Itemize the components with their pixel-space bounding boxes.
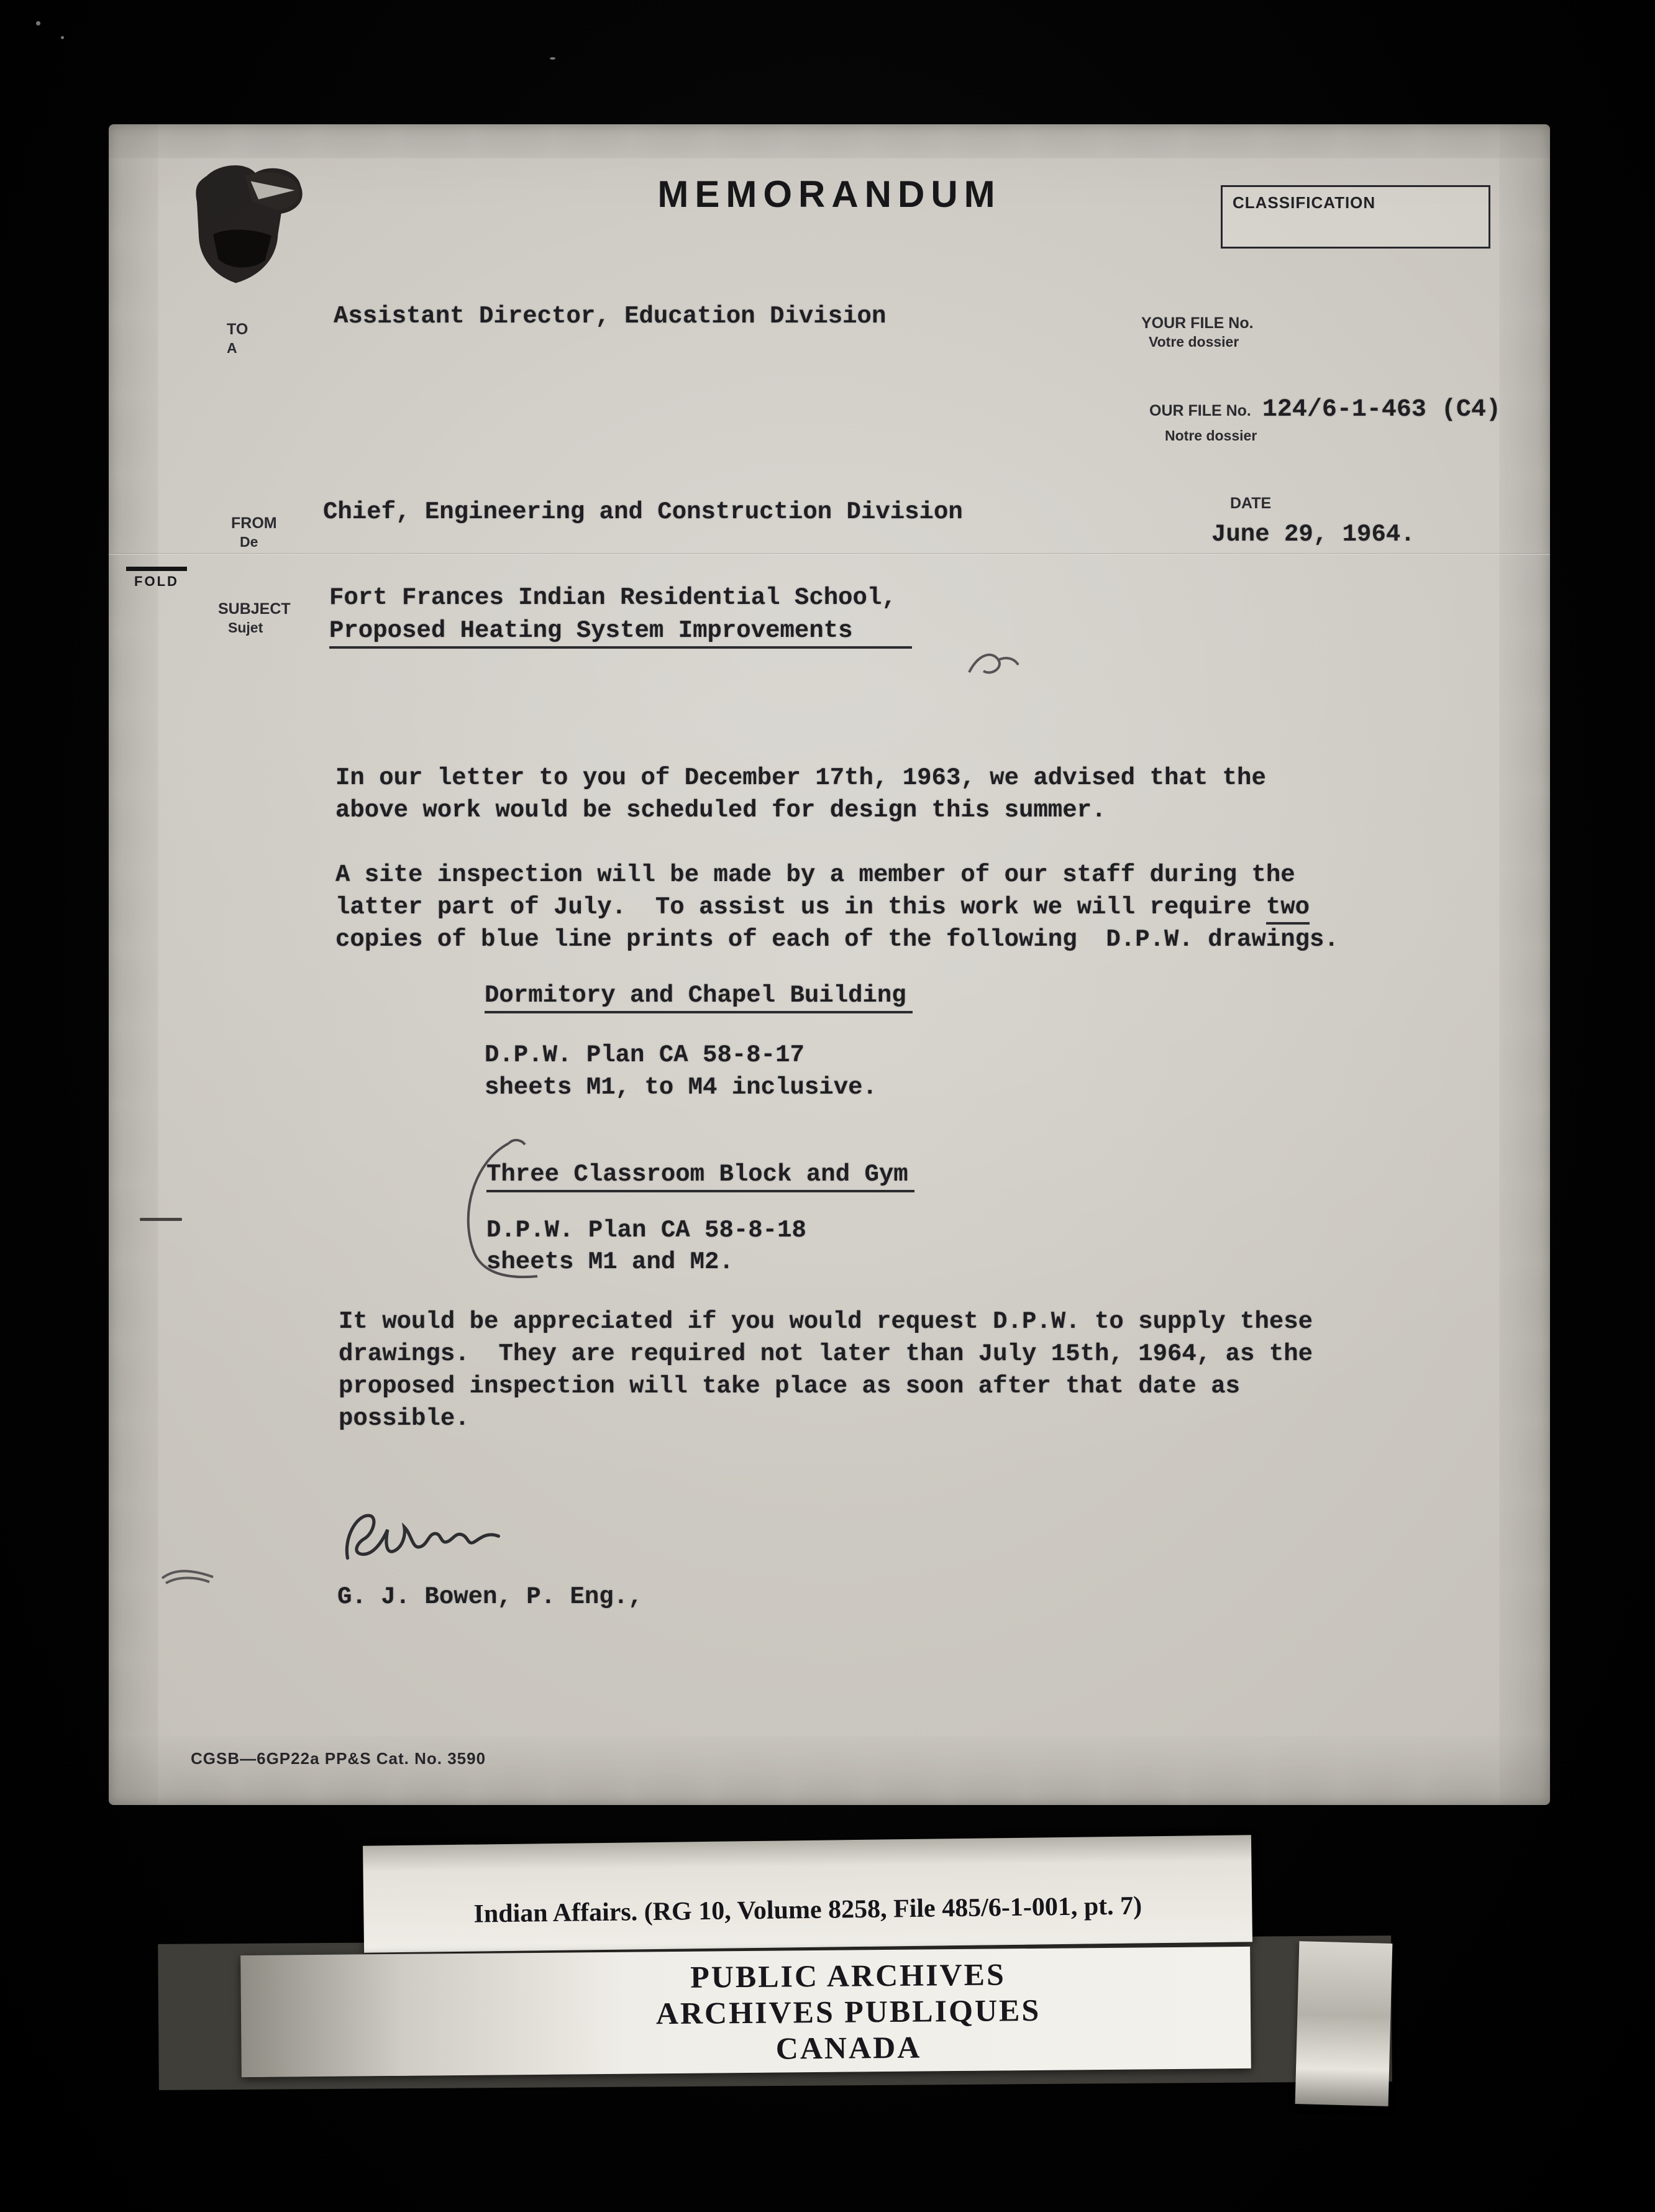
subject-line-1: Fort Frances Indian Residential School, — [329, 584, 896, 611]
margin-mark — [140, 1218, 182, 1221]
body-line: In our letter to you of December 17th, 1963, we advised that the — [335, 764, 1266, 792]
date-value: June 29, 1964. — [1211, 521, 1415, 548]
our-file-label-fr: Notre dossier — [1165, 427, 1257, 444]
pen-dash-mark — [160, 1565, 222, 1589]
body-line: possible. — [339, 1405, 470, 1432]
form-catalog-number: CGSB—6GP22a PP&S Cat. No. 3590 — [191, 1749, 486, 1768]
section-heading-1: Dormitory and Chapel Building — [485, 982, 913, 1009]
fold-crease-line — [109, 553, 1550, 555]
public-archives-stamp — [240, 1947, 1251, 2077]
signature-handwriting — [340, 1488, 508, 1575]
to-value: Assistant Director, Education Division — [334, 303, 887, 330]
body-line: latter part of July. To assist us in this work we will require two — [335, 893, 1310, 921]
tape-fragment — [1295, 1941, 1393, 2106]
body-line: A site inspection will be made by a member of our staff during the — [335, 861, 1295, 889]
section-heading-2: Three Classroom Block and Gym — [486, 1161, 914, 1188]
memo-paper — [109, 124, 1550, 1805]
section-2-line: sheets M1 and M2. — [486, 1248, 734, 1276]
date-label: DATE — [1230, 495, 1272, 512]
body-line: drawings. They are required not later than July 15th, 1964, as the — [339, 1340, 1313, 1368]
to-label: TO A — [227, 321, 248, 356]
pen-scribble — [966, 647, 1022, 682]
archive-reference-strip — [363, 1835, 1252, 1952]
stamp-line-3: CANADA — [775, 2029, 922, 2066]
film-speck — [550, 57, 555, 60]
body-line: above work would be scheduled for design this summer. — [335, 797, 1106, 824]
classification-label: CLASSIFICATION — [1233, 193, 1376, 212]
section-1-line: sheets M1, to M4 inclusive. — [485, 1074, 877, 1101]
body-line: It would be appreciated if you would request D.P.W. to supply these — [339, 1308, 1313, 1335]
signatory-name: G. J. Bowen, P. Eng., — [337, 1583, 643, 1611]
body-line: proposed inspection will take place as soon after that date as — [339, 1373, 1241, 1400]
your-file-label: YOUR FILE No. Votre dossier — [1141, 314, 1254, 350]
body-line: copies of blue line prints of each of the following D.P.W. drawings. — [335, 926, 1339, 953]
from-value: Chief, Engineering and Construction Division — [323, 498, 963, 526]
section-2-line: D.P.W. Plan CA 58-8-18 — [486, 1217, 806, 1244]
stamp-line-1: PUBLIC ARCHIVES — [690, 1957, 1006, 1995]
film-speck — [61, 36, 64, 39]
our-file-label: OUR FILE No. — [1149, 402, 1251, 419]
subject-label: SUBJECT Sujet — [218, 600, 291, 636]
film-speck — [36, 21, 40, 25]
section-1-line: D.P.W. Plan CA 58-8-17 — [485, 1041, 805, 1069]
from-label: FROM De — [231, 514, 277, 550]
emphasized-word: two — [1266, 893, 1310, 925]
subject-line-2: Proposed Heating System Improvements — [329, 617, 912, 644]
memo-title: MEMORANDUM — [657, 173, 1001, 215]
fold-marker: FOLD — [126, 567, 187, 590]
archive-reference-text: Indian Affairs. (RG 10, Volume 8258, File 485/6-1-001, pt. 7) — [473, 1891, 1142, 1929]
our-file-row — [1149, 396, 1501, 424]
our-file-value: 124/6-1-463 (C4) — [1262, 396, 1501, 424]
classification-box — [1221, 185, 1490, 249]
stamp-line-2: ARCHIVES PUBLIQUES — [655, 1992, 1041, 2031]
